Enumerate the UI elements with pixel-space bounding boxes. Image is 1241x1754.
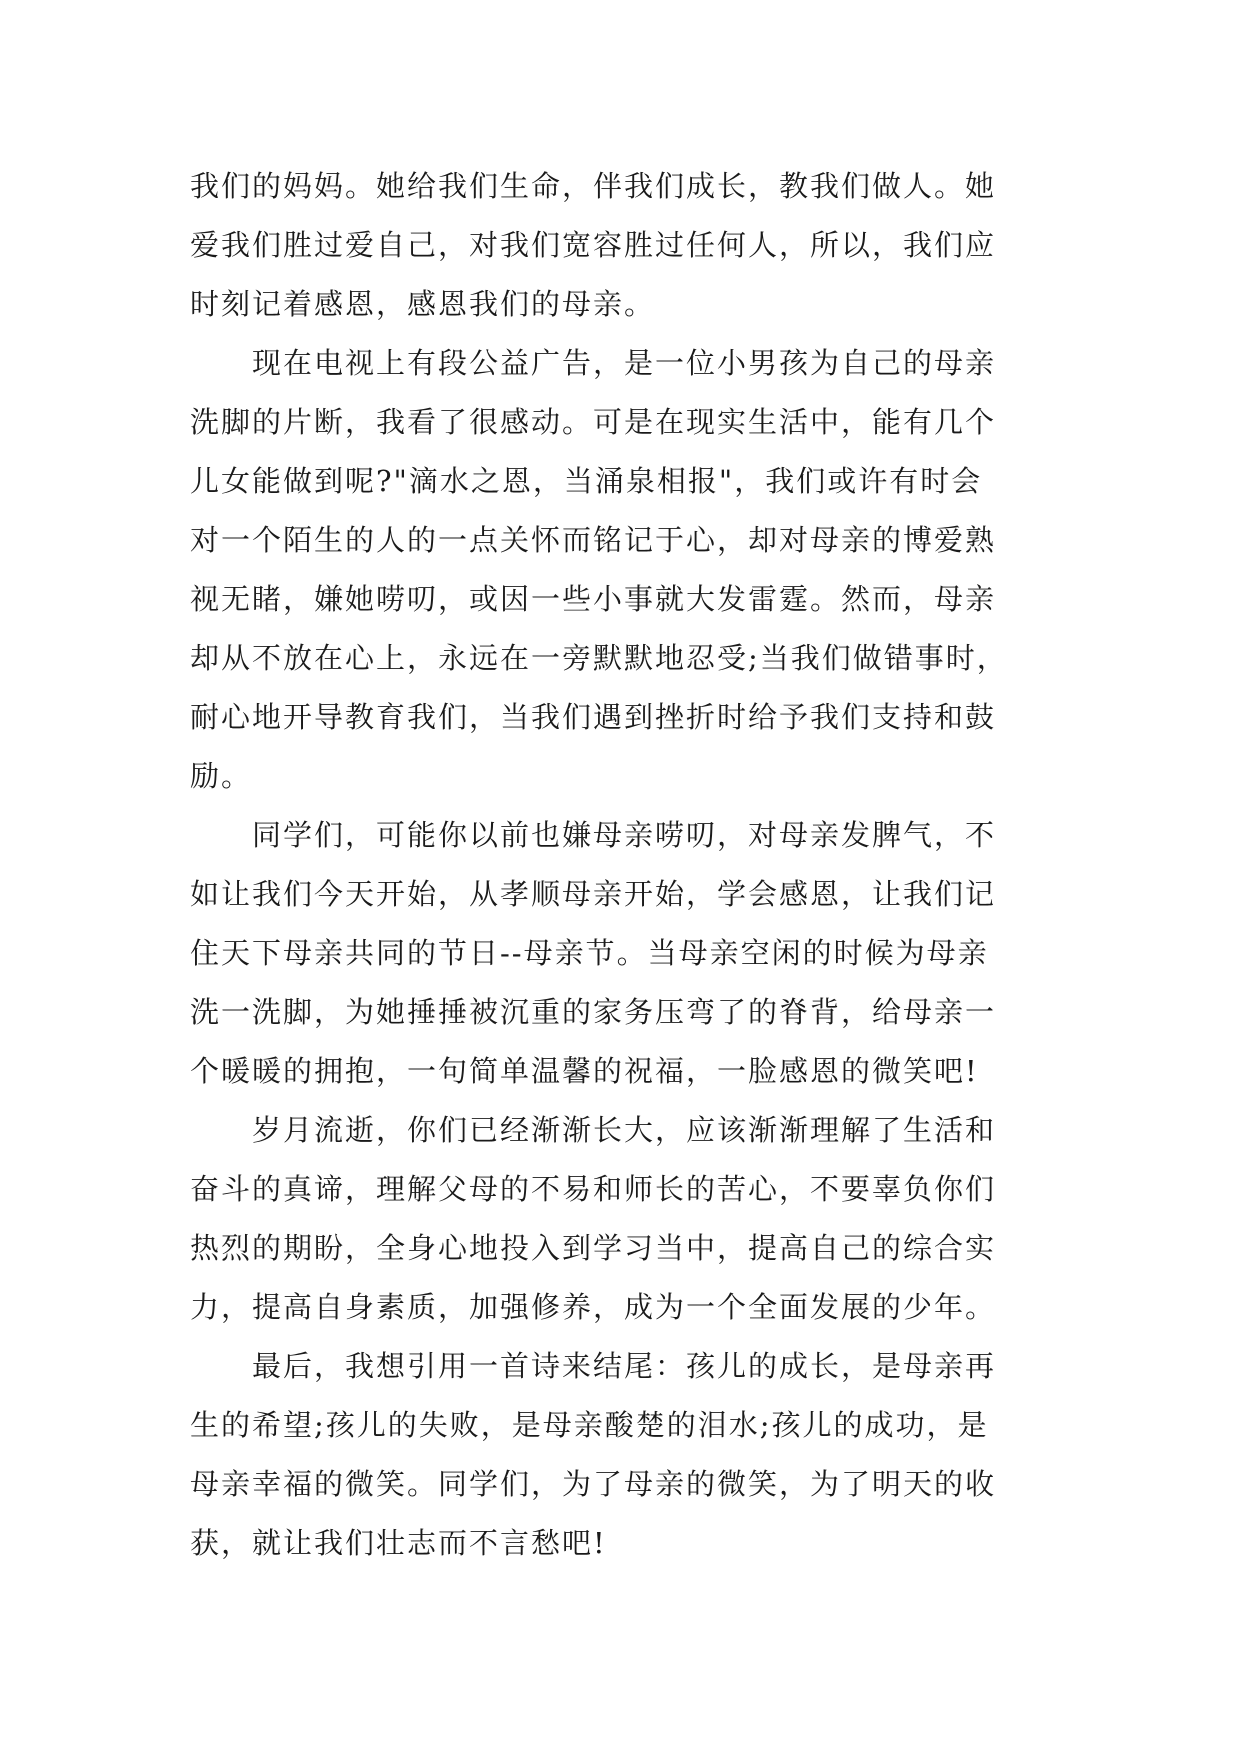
paragraph-1 — [190, 157, 1050, 334]
text-line: 个暖暖的拥抱，一句简单温馨的祝福，一脸感恩的微笑吧! — [190, 1054, 979, 1088]
text-line: 同学们，可能你以前也嫌母亲唠叨，对母亲发脾气，不 — [190, 818, 997, 852]
text-line: 却从不放在心上，永远在一旁默默地忍受;当我们做错事时， — [190, 641, 1008, 675]
text-line: 时刻记着感恩，感恩我们的母亲。 — [190, 287, 656, 321]
text-line: 我们的妈妈。她给我们生命，伴我们成长，教我们做人。她 — [190, 169, 997, 203]
text-line: 热烈的期盼，全身心地投入到学习当中，提高自己的综合实 — [190, 1231, 997, 1265]
text-line: 生的希望;孩儿的失败，是母亲酸楚的泪水;孩儿的成功，是 — [190, 1408, 989, 1442]
text-line: 对一个陌生的人的一点关怀而铭记于心，却对母亲的博爱熟 — [190, 523, 997, 557]
text-line: 住天下母亲共同的节日--母亲节。当母亲空闲的时候为母亲 — [190, 936, 989, 970]
document-page — [190, 157, 1050, 1573]
text-line: 儿女能做到呢?"滴水之恩，当涌泉相报"，我们或许有时会 — [190, 464, 983, 498]
text-line: 奋斗的真谛，理解父母的不易和师长的苦心，不要辜负你们 — [190, 1172, 997, 1206]
text-line: 如让我们今天开始，从孝顺母亲开始，学会感恩，让我们记 — [190, 877, 997, 911]
text-line: 母亲幸福的微笑。同学们，为了母亲的微笑，为了明天的收 — [190, 1467, 997, 1501]
text-line: 获，就让我们壮志而不言愁吧! — [190, 1526, 607, 1560]
paragraph-5 — [190, 1337, 1050, 1573]
text-line: 励。 — [190, 759, 253, 793]
text-line: 力，提高自身素质，加强修养，成为一个全面发展的少年。 — [190, 1290, 997, 1324]
text-line: 耐心地开导教育我们，当我们遇到挫折时给予我们支持和鼓 — [190, 700, 997, 734]
text-line: 岁月流逝，你们已经渐渐长大，应该渐渐理解了生活和 — [190, 1113, 997, 1147]
paragraph-4 — [190, 1101, 1050, 1337]
paragraph-3 — [190, 806, 1050, 1101]
paragraph-2 — [190, 334, 1050, 806]
text-line: 最后，我想引用一首诗来结尾：孩儿的成长，是母亲再 — [190, 1349, 997, 1383]
text-line: 洗脚的片断，我看了很感动。可是在现实生活中，能有几个 — [190, 405, 997, 439]
text-line: 视无睹，嫌她唠叨，或因一些小事就大发雷霆。然而，母亲 — [190, 582, 997, 616]
text-line: 现在电视上有段公益广告，是一位小男孩为自己的母亲 — [190, 346, 997, 380]
text-line: 爱我们胜过爱自己，对我们宽容胜过任何人，所以，我们应 — [190, 228, 997, 262]
text-line: 洗一洗脚，为她捶捶被沉重的家务压弯了的脊背，给母亲一 — [190, 995, 997, 1029]
